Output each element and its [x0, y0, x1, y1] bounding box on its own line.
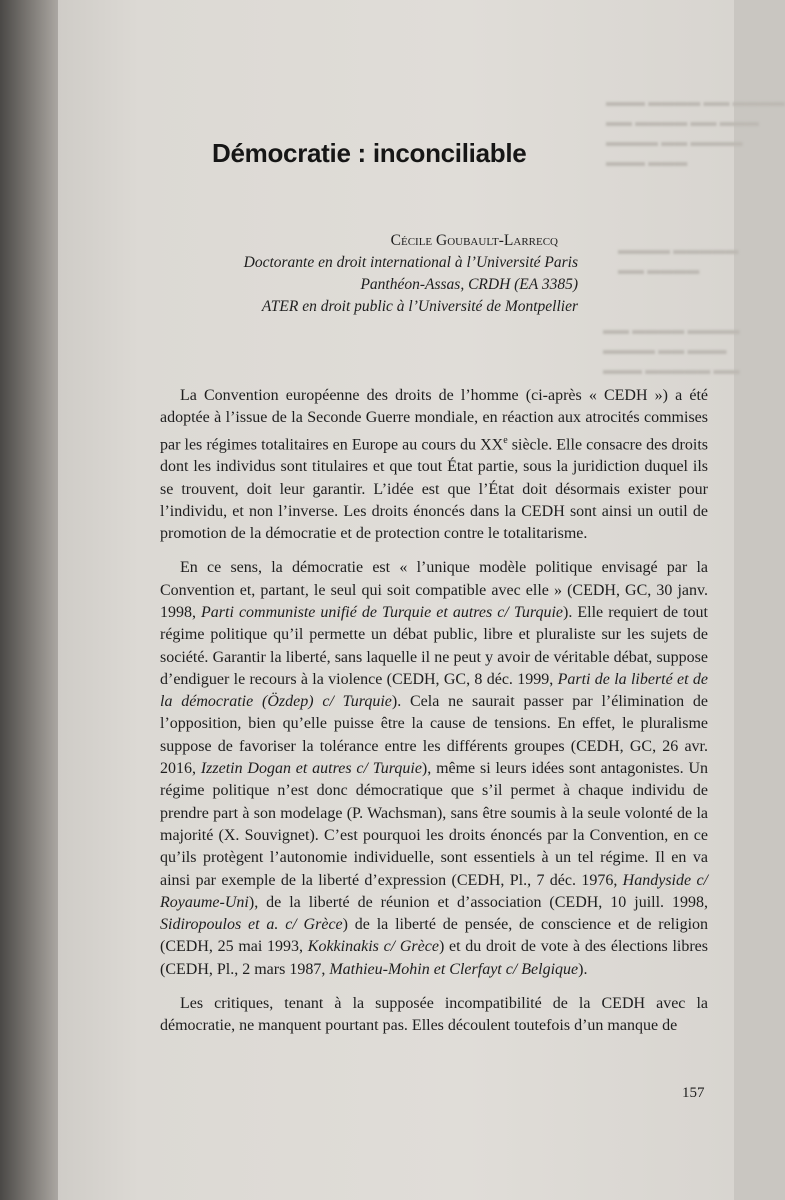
body-paragraph [160, 993, 708, 1038]
case-citation: Sidiropoulos et a. c/ Grèce [160, 916, 343, 934]
author-affiliation: Panthéon-Assas, CRDH (EA 3385) [360, 276, 578, 293]
author-name: Cécile Goubault-Larrecq [390, 232, 558, 249]
text-run: siècle. Elle consacre des droits dont les individus sont titulaires et que tout État partie, sous la juridiction duquel ils se trouvent, doit leur garantir. L’idée est que l’État doit désormais exister pour l’individu, et non l’inverse. Les droits énoncés dans la CEDH sont ainsi un outil de promotion de la démocratie et de protection contre le totalitarisme. [160, 435, 709, 543]
case-citation: Parti de la liberté et de la démocratie (Özdep) c/ Turquie [160, 670, 709, 711]
case-citation: Parti communiste unifié de Turquie et autres c/ Turquie [201, 604, 564, 621]
case-citation: Izzetin Dogan et autres c/ Turquie [200, 760, 422, 778]
bleed-through-text: ▬▬▬▬ ▬▬▬▬▬ ▬▬ ▬▬▬▬ [618, 242, 739, 277]
author-affiliation: Doctorante en droit international à l’Université Paris [243, 254, 578, 271]
author-block [160, 230, 708, 318]
text-run: ). Cela ne saurait passer par l’élimination de l’opposition, bien qu’elle puisse être la cause de tensions. En effet, le pluralisme suppose de favoriser la tolérance entre les différents groupes (CEDH, GC, 26 avr. 2016, [160, 693, 709, 778]
body-paragraph [160, 557, 708, 981]
case-citation: Mathieu-Mohin et Clerfayt c/ Belgique [329, 960, 579, 978]
article-body [160, 385, 708, 1050]
bleed-through-text: ▬▬▬ ▬▬▬▬ ▬▬ ▬▬▬▬ ▬▬ ▬▬▬▬ ▬▬ ▬▬▬ ▬▬▬▬ ▬▬ ▬▬▬▬ ▬▬▬ ▬▬▬ [606, 94, 785, 169]
text-run: En ce sens, la démocratie est « l’unique modèle politique envisagé par la Convention et, partant, le seul qui soit compatible avec elle » (CEDH, GC, 30 janv. 1998, [160, 559, 708, 621]
case-citation: Handyside c/ Royaume-Uni [160, 871, 708, 911]
text-run: ). [578, 960, 588, 978]
book-page [58, 0, 785, 1200]
bleed-through-text: ▬▬ ▬▬▬▬ ▬▬▬▬ ▬▬▬▬ ▬▬ ▬▬▬ ▬▬▬ ▬▬▬▬▬ ▬▬ [603, 322, 740, 377]
text-run: ) de la liberté de pensée, de conscience et de religion (CEDH, 25 mai 1993, [160, 916, 709, 956]
text-run: ), même si leurs idées sont antagonistes. Un régime politique n’est donc démocratique que s’il permet à chaque individu de prendre part à son modelage (P. Wachsman), sans être soumis à la seule volonté de la majorité (X. Souvignet). C’est pourquoi les droits énoncés par la Convention, en ce qu’ils protègent l’autonomie individuelle, sont essentiels à un tel régime. Il en va ainsi par exemple de la liberté d’expression (CEDH, Pl., 7 déc. 1976, [160, 760, 709, 889]
text-run: La Convention européenne des droits de l’homme (ci-après « CEDH ») a été adoptée à l’issue de la Seconde Guerre mondiale, en réaction aux atrocités commises par les régimes totalitaires en Europe au cours du XX [160, 387, 708, 453]
text-run: ) et du droit de vote à des élections libres (CEDH, Pl., 2 mars 1987, [160, 938, 709, 978]
page-number: 157 [682, 1085, 705, 1101]
text-run: ), de la liberté de réunion et d’association (CEDH, 10 juill. 1998, [248, 893, 708, 911]
text-run: ). Elle requiert de tout régime politique qu’il permette un débat public, libre et pluraliste sur les sujets de société. Garantir la liberté, sans laquelle il ne peut y avoir de véritable débat, suppose d’endiguer le recours à la violence (CEDH, GC, 8 déc. 1999, [160, 604, 708, 688]
body-paragraph [160, 385, 708, 545]
text-run: e [503, 434, 508, 446]
author-affiliation: ATER en droit public à l’Université de Montpellier [261, 298, 578, 315]
case-citation: Kokkinakis c/ Grèce [307, 938, 439, 956]
page-title: Démocratie : inconciliable [212, 138, 527, 168]
text-run: Les critiques, tenant à la supposée incompatibilité de la CEDH avec la démocratie, ne manquent pourtant pas. Elles découlent toutefois d’un manque de [160, 995, 708, 1035]
